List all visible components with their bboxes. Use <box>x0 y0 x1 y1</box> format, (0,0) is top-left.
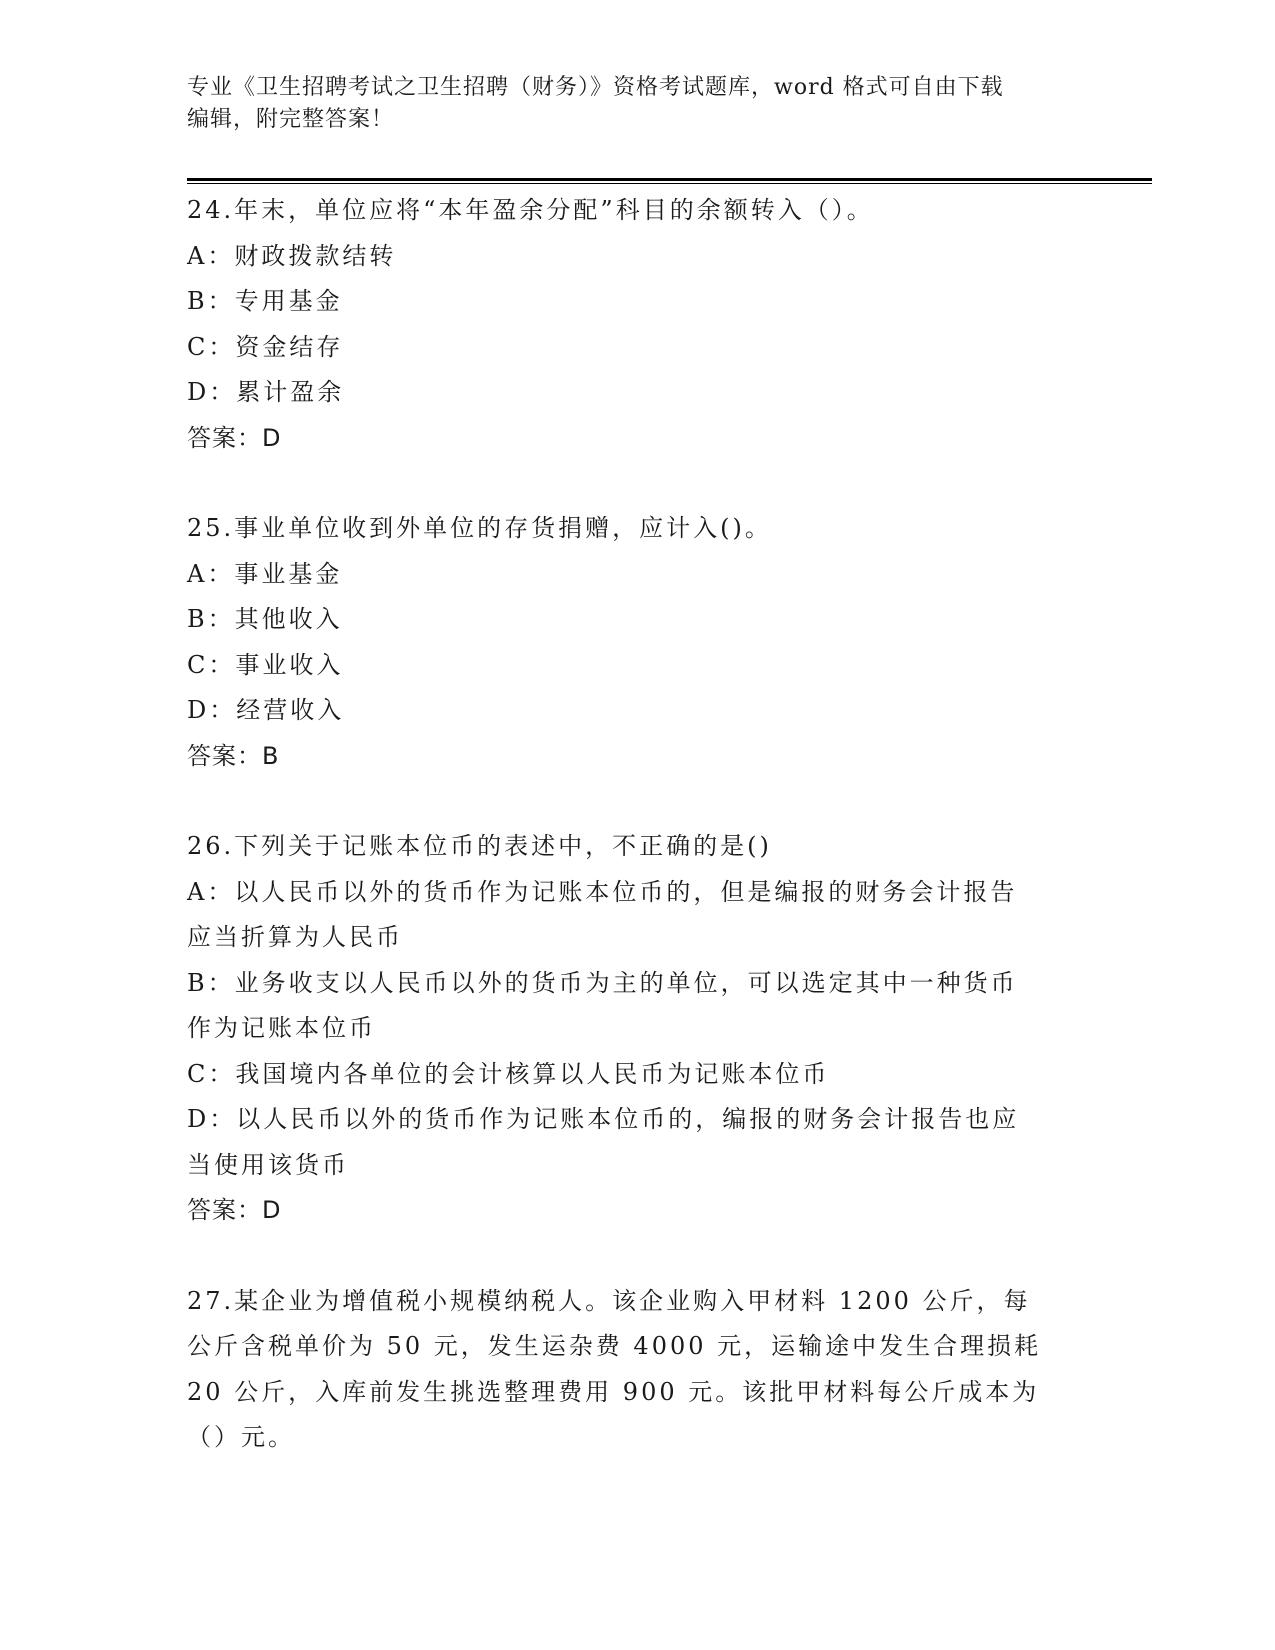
answer-option-line: C：我国境内各单位的会计核算以人民币为记账本位币 <box>187 1059 830 1088</box>
answer-option-line: 当使用该货币 <box>187 1150 349 1179</box>
answer-key: 答案：B <box>187 741 280 770</box>
question-block <box>187 1279 1087 1461</box>
answer-option-line: C：资金结存 <box>187 332 344 361</box>
question-stem-line: 25.事业单位收到外单位的存货捐赠，应计入()。 <box>187 514 772 542</box>
answer-option-line: A：以人民币以外的货币作为记账本位币的，但是编报的财务会计报告 <box>187 877 1018 906</box>
answer-option-line: C：事业收入 <box>187 650 344 679</box>
question-stem-line: 公斤含税单价为 50 元，发生运杂费 4000 元，运输途中发生合理损耗 <box>187 1332 1042 1360</box>
header-line-1: 专业《卫生招聘考试之卫生招聘（财务）》资格考试题库，word 格式可自由下载 <box>187 75 1004 100</box>
answer-option-line: B：业务收支以人民币以外的货币为主的单位，可以选定其中一种货币 <box>187 968 1018 997</box>
question-stem-line: 20 公斤，入库前发生挑选整理费用 900 元。该批甲材料每公斤成本为 <box>187 1377 1040 1406</box>
document-header <box>187 72 1067 136</box>
answer-key: 答案：D <box>187 1196 282 1224</box>
answer-option-line: D：以人民币以外的货币作为记账本位币的，编报的财务会计报告也应 <box>187 1105 1020 1133</box>
answer-option-line: 作为记账本位币 <box>187 1014 376 1042</box>
answer-option-line: D：累计盈余 <box>187 378 345 406</box>
question-block <box>187 188 1087 461</box>
answer-option-line: D：经营收入 <box>187 696 345 724</box>
question-stem-line: 27.某企业为增值税小规模纳税人。该企业购入甲材料 1200 公斤，每 <box>187 1286 1031 1315</box>
question-block <box>187 824 1087 1234</box>
header-divider-thick <box>187 178 1152 181</box>
answer-key: 答案：D <box>187 423 282 452</box>
question-stem-line: （）元。 <box>187 1423 295 1451</box>
answer-option-line: A：事业基金 <box>187 559 343 588</box>
question-block <box>187 506 1087 779</box>
answer-option-line: B：其他收入 <box>187 605 343 633</box>
answer-option-line: B：专用基金 <box>187 287 343 315</box>
header-divider-thin <box>187 183 1152 184</box>
question-list <box>187 188 1087 1506</box>
answer-option-line: 应当折算为人民币 <box>187 923 403 951</box>
header-line-2: 编辑，附完整答案！ <box>187 107 395 132</box>
question-stem-line: 26.下列关于记账本位币的表述中，不正确的是() <box>187 832 772 860</box>
answer-option-line: A：财政拨款结转 <box>187 241 397 270</box>
question-stem-line: 24.年末，单位应将“本年盈余分配”科目的余额转入（）。 <box>187 196 874 224</box>
